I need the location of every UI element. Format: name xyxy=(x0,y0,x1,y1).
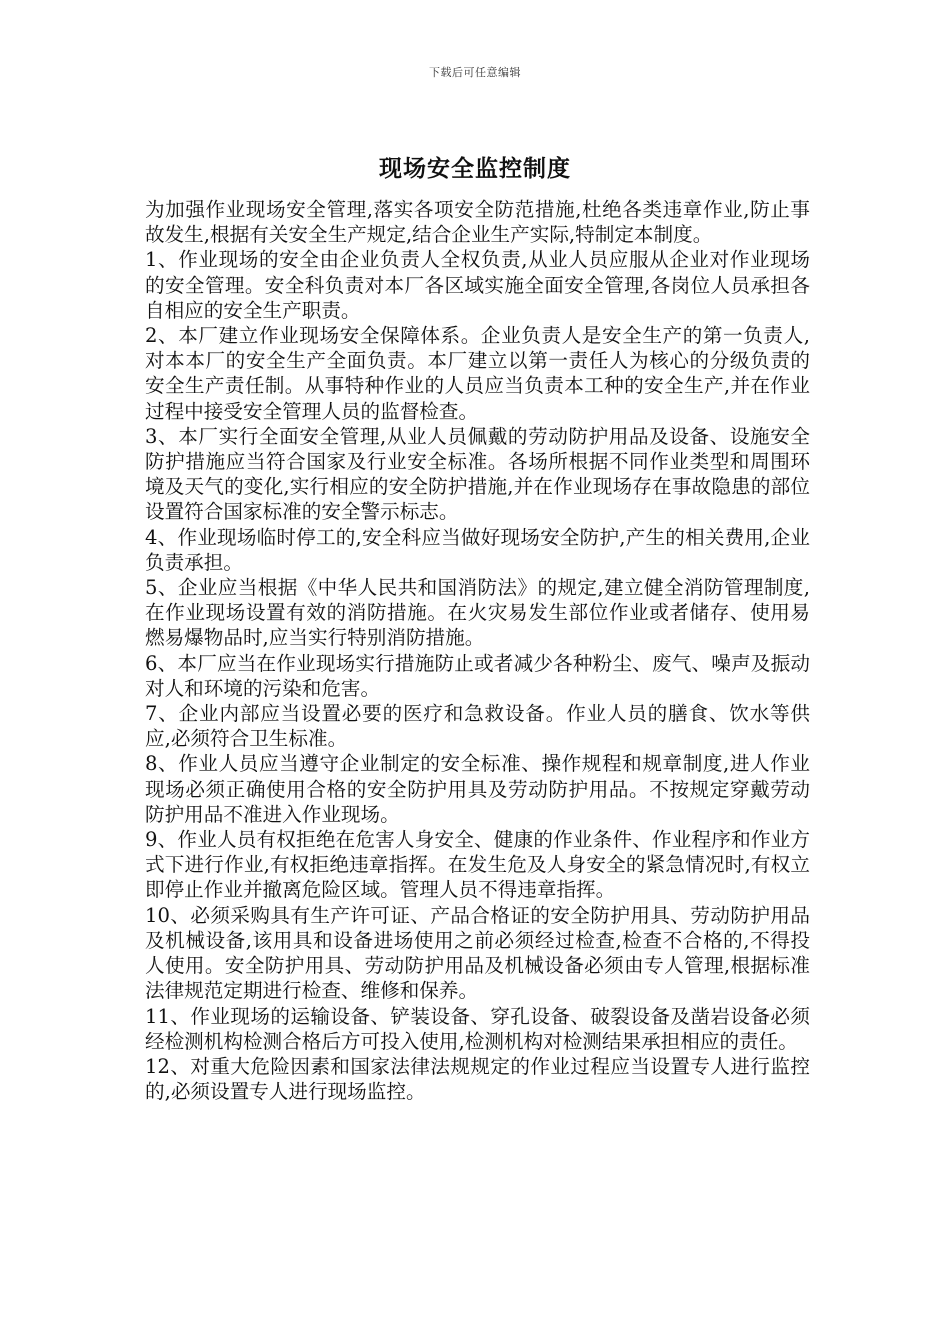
clause-10: 10、必须采购具有生产许可证、产品合格证的安全防护用具、劳动防护用品及机械设备,该用具和设备进场使用之前必须经过检查,检查不合格的,不得投人使用。安全防护用具、劳动防护用品及机械设备必须由专人管理,根据标准法律规范定期进行检查、维修和保养。 xyxy=(145,903,810,1003)
clause-11: 11、作业现场的运输设备、铲装设备、穿孔设备、破裂设备及凿岩设备必须经检测机构检测合格后方可投入使用,检测机构对检测结果承担相应的责任。 xyxy=(145,1004,810,1053)
clause-12: 12、对重大危险因素和国家法律法规规定的作业过程应当设置专人进行监控的,必须设置专人进行现场监控。 xyxy=(145,1054,810,1104)
clause-8: 8、作业人员应当遵守企业制定的安全标准、操作规程和规章制度,进人作业现场必须正确使用合格的安全防护用具及劳动防护用品。不按规定穿戴劳动防护用品不准进入作业现场。 xyxy=(145,752,810,826)
clause-2: 2、本厂建立作业现场安全保障体系。企业负责人是安全生产的第一负责人,对本本厂的安全生产全面负责。本厂建立以第一责任人为核心的分级负责的安全生产责任制。从事特种作业的人员应当负责本工种的安全生产,并在作业过程中接受安全管理人员的监督检查。 xyxy=(145,324,810,423)
clause-5: 5、企业应当根据《中华人民共和国消防法》的规定,建立健全消防管理制度,在作业现场设置有效的消防措施。在火灾易发生部位作业或者储存、使用易燃易爆物品时,应当实行特别消防措施。 xyxy=(145,576,810,650)
clause-1: 1、作业现场的安全由企业负责人全权负责,从业人员应服从企业对作业现场的安全管理。安全科负责对本厂各区域实施全面安全管理,各岗位人员承担各自相应的安全生产职责。 xyxy=(145,248,810,322)
document-body xyxy=(145,197,810,1104)
clause-6: 6、本厂应当在作业现场实行措施防止或者减少各种粉尘、废气、噪声及振动对人和环境的污染和危害。 xyxy=(145,651,810,700)
intro-paragraph: 为加强作业现场安全管理,落实各项安全防范措施,杜绝各类违章作业,防止事故发生,根据有关安全生产规定,结合企业生产实际,特制定本制度。 xyxy=(145,198,810,247)
page-title: 现场安全监控制度 xyxy=(379,155,571,182)
clause-9: 9、作业人员有权拒绝在危害人身安全、健康的作业条件、作业程序和作业方式下进行作业,有权拒绝违章指挥。在发生危及人身安全的紧急情况时,有权立即停止作业并撤离危险区域。管理人员不得违章指挥。 xyxy=(145,828,810,902)
clause-3: 3、本厂实行全面安全管理,从业人员佩戴的劳动防护用品及设备、设施安全防护措施应当符合国家及行业安全标准。各场所根据不同作业类型和周围环境及天气的变化,实行相应的安全防护措施,并在作业现场存在事故隐患的部位设置符合国家标准的安全警示标志。 xyxy=(145,424,810,524)
clause-7: 7、企业内部应当设置必要的医疗和急救设备。作业人员的膳食、饮水等供应,必须符合卫生标准。 xyxy=(145,702,810,751)
download-note: 下载后可任意编辑 xyxy=(429,66,521,79)
clause-4: 4、作业现场临时停工的,安全科应当做好现场安全防护,产生的相关费用,企业负责承担。 xyxy=(145,525,810,574)
